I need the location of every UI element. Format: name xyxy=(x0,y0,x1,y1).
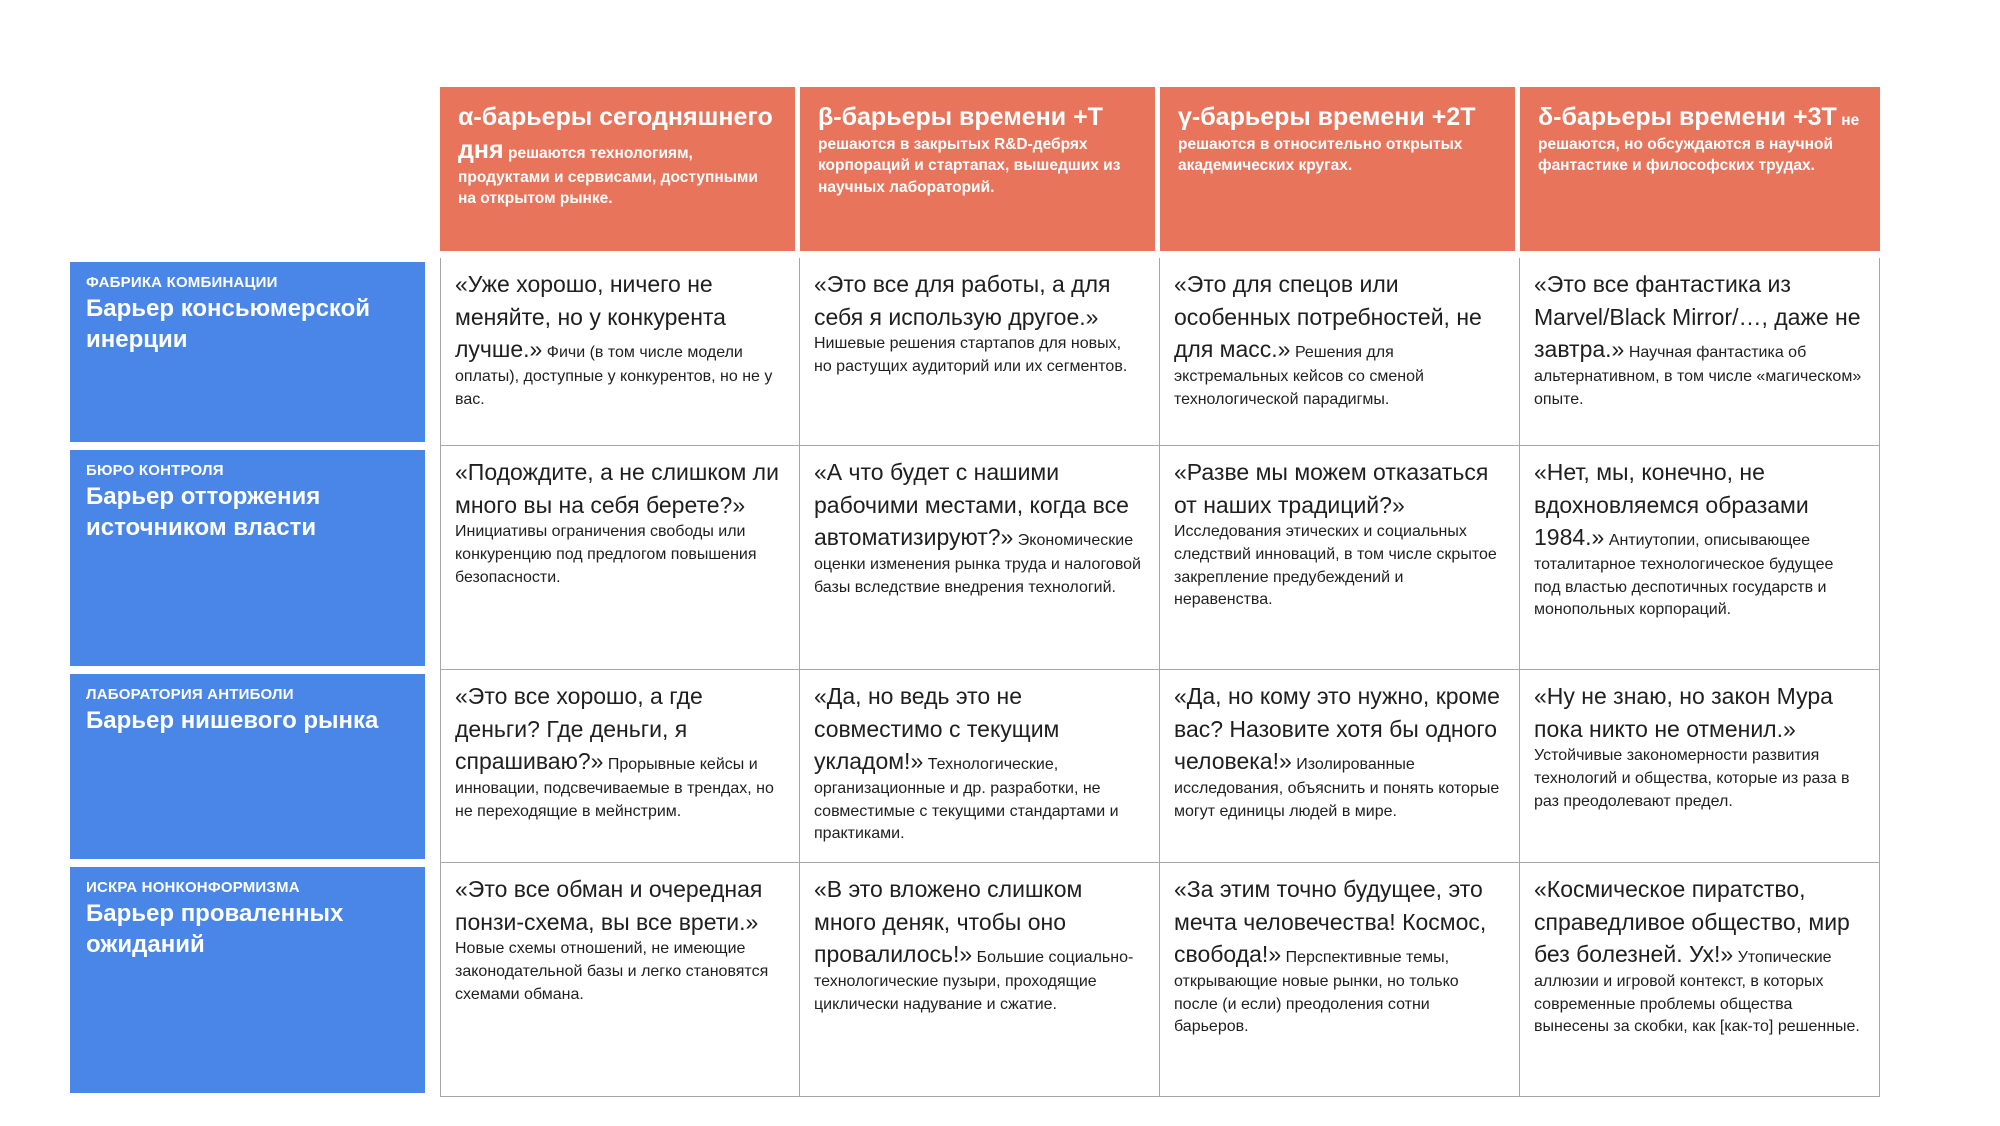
cell-quote: «Это все для работы, а для себя я использую другое.» xyxy=(814,271,1111,330)
row-header-failed-expectations xyxy=(70,867,425,1093)
cell-quote: «Да, но ведь это не совместимо с текущим укладом!» xyxy=(814,683,1060,775)
cell-quote: «Нет, мы, конечно, не вдохновляемся образами 1984.» xyxy=(1534,459,1809,551)
cell-note: Инициативы ограничения свободы или конкуренцию под предлогом повышения безопасности. xyxy=(455,523,757,586)
cell-quote: «Уже хорошо, ничего не меняйте, но у конкурента лучше.» xyxy=(455,271,726,363)
cell-quote: «Подождите, а не слишком ли много вы на себя берете?» xyxy=(455,459,779,518)
cell-note: Решения для экстремальных кейсов со сменой технологической парадигмы. xyxy=(1174,344,1424,408)
cell-quote: «Да, но кому это нужно, кроме вас? Назовите хотя бы одного человека!» xyxy=(1174,683,1500,775)
cell-note: Прорывные кейсы и инновации, подсвечиваемые в трендах, но не переходящие в мейнстрим. xyxy=(455,756,774,820)
cell-quote: «За этим точно будущее, это мечта человечества! Космос, свобода!» xyxy=(1174,876,1487,968)
column-title: β-барьеры времени +Т xyxy=(818,103,1103,131)
column-title: δ-барьеры времени +3Т xyxy=(1538,103,1837,131)
cell-note: Нишевые решения стартапов для новых, но растущих аудиторий или их сегментов. xyxy=(814,335,1128,376)
cell-note: Научная фантастика об альтернативном, в том числе «магическом» опыте. xyxy=(1534,344,1862,408)
cell-niche-market-beta xyxy=(800,670,1160,863)
cell-quote: «Это для спецов или особенных потребностей, не для масс.» xyxy=(1174,271,1482,363)
cell-failed-expectations-delta xyxy=(1520,863,1880,1097)
cell-power-rejection-gamma xyxy=(1160,446,1520,670)
cell-quote: «В это вложено слишком много деняк, чтобы оно провалилось!» xyxy=(814,876,1083,968)
row-header-power-rejection xyxy=(70,450,425,666)
column-desc: решаются в относительно открытых академических кругах. xyxy=(1178,136,1463,175)
cell-note: Изолированные исследования, объяснить и понять которые могут единицы людей в мире. xyxy=(1174,756,1500,820)
row-tag: ЛАБОРАТОРИЯ АНТИБОЛИ xyxy=(86,686,294,703)
empty-corner xyxy=(70,87,440,258)
cell-note: Устойчивые закономерности развития технологий и общества, которые из раза в раз преодолевают предел. xyxy=(1534,747,1850,810)
cell-failed-expectations-gamma xyxy=(1160,863,1520,1097)
cell-quote: «Космическое пиратство, справедливое общество, мир без болезней. Ух!» xyxy=(1534,876,1850,968)
column-title: α-барьеры сегодняшнего дня xyxy=(458,103,773,164)
column-header-beta xyxy=(800,87,1155,251)
cell-note: Перспективные темы, открывающие новые рынки, но только после (и если) преодоления сотни барьеров. xyxy=(1174,949,1459,1036)
row-name: Барьер отторжения источником власти xyxy=(86,483,321,542)
cell-quote: «Это все хорошо, а где деньги? Где деньги, я спрашиваю?» xyxy=(455,683,703,775)
cell-note: Большие социально-технологические пузыри, проходящие циклически надувание и сжатие. xyxy=(814,949,1134,1013)
row-tag: БЮРО КОНТРОЛЯ xyxy=(86,462,224,479)
cell-note: Утопические аллюзии и игровой контекст, в которых современные проблемы общества вынесены за скобки, как [как-то] решенные. xyxy=(1534,949,1860,1036)
cell-note: Новые схемы отношений, не имеющие законодательной базы и легко становятся схемами обмана. xyxy=(455,940,769,1003)
row-header-niche-market xyxy=(70,674,425,859)
cell-quote: «Ну не знаю, но закон Мура пока никто не отменил.» xyxy=(1534,683,1833,742)
cell-consumer-inertia-alpha xyxy=(440,258,800,446)
cell-failed-expectations-beta xyxy=(800,863,1160,1097)
cell-power-rejection-beta xyxy=(800,446,1160,670)
cell-note: Экономические оценки изменения рынка труда и налоговой базы вследствие внедрения технологий. xyxy=(814,532,1141,596)
cell-consumer-inertia-delta xyxy=(1520,258,1880,446)
cell-power-rejection-delta xyxy=(1520,446,1880,670)
column-desc: решаются в закрытых R&D-дебрях корпораций и стартапах, вышедших из научных лабораторий. xyxy=(818,136,1121,196)
cell-quote: «Это все фантастика из Marvel/Black Mirror/…, даже не завтра.» xyxy=(1534,271,1861,363)
cell-quote: «Это все обман и очередная понзи-схема, вы все врети.» xyxy=(455,876,763,935)
cell-consumer-inertia-gamma xyxy=(1160,258,1520,446)
row-name: Барьер нишевого рынка xyxy=(86,707,379,734)
cell-niche-market-alpha xyxy=(440,670,800,863)
row-tag: ИСКРА НОНКОНФОРМИЗМА xyxy=(86,879,300,896)
column-desc: решаются технологиям, продуктами и сервисами, доступными на открытом рынке. xyxy=(458,145,758,208)
column-header-gamma xyxy=(1160,87,1515,251)
row-name: Барьер консьюмерской инерции xyxy=(86,295,371,354)
cell-consumer-inertia-beta xyxy=(800,258,1160,446)
cell-note: Технологические, организационные и др. разработки, не совместимые с текущими стандартами и практиками. xyxy=(814,756,1119,843)
column-title: γ-барьеры времени +2Т xyxy=(1178,103,1476,131)
row-tag: ФАБРИКА КОМБИНАЦИИ xyxy=(86,274,278,291)
cell-failed-expectations-alpha xyxy=(440,863,800,1097)
row-name: Барьер проваленных ожиданий xyxy=(86,900,344,959)
cell-note: Антиутопии, описывающее тоталитарное технологическое будущее под властью деспотичных государств и монопольных корпораций. xyxy=(1534,532,1834,619)
cell-niche-market-gamma xyxy=(1160,670,1520,863)
cell-note: Фичи (в том числе модели оплаты), доступные у конкурентов, но не у вас. xyxy=(455,344,773,408)
cell-quote: «А что будет с нашими рабочими местами, когда все автоматизируют?» xyxy=(814,459,1129,551)
cell-note: Исследования этических и социальных следствий инноваций, в том числе скрытое закрепление предубеждений и неравенства. xyxy=(1174,523,1497,609)
cell-niche-market-delta xyxy=(1520,670,1880,863)
column-header-delta xyxy=(1520,87,1880,251)
column-desc: не решаются, но обсуждаются в научной фантастике и философских трудах. xyxy=(1538,112,1860,175)
row-header-consumer-inertia xyxy=(70,262,425,442)
barriers-matrix-grid xyxy=(70,87,1880,1097)
cell-power-rejection-alpha xyxy=(440,446,800,670)
column-header-alpha xyxy=(440,87,795,251)
cell-quote: «Разве мы можем отказаться от наших традиций?» xyxy=(1174,459,1489,518)
